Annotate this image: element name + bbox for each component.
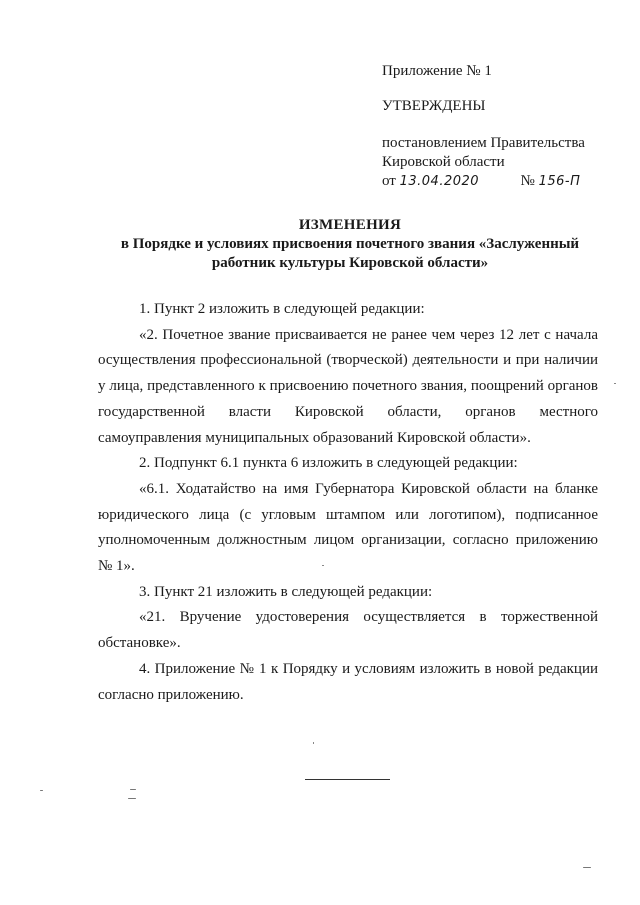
scan-speck bbox=[583, 867, 591, 868]
approval-block bbox=[382, 62, 622, 191]
document-body bbox=[98, 297, 598, 708]
paragraph-3: 2. Подпункт 6.1 пункта 6 изложить в следующей редакции: bbox=[139, 455, 518, 472]
end-separator-line bbox=[305, 779, 390, 780]
appendix-label: Приложение № 1 bbox=[382, 63, 492, 79]
approved-by-line-1: постановлением Правительства bbox=[382, 135, 585, 151]
handwritten-date: 13.04.2020 bbox=[399, 174, 480, 189]
scan-speck bbox=[130, 789, 136, 790]
document-title: ИЗМЕНЕНИЯ bbox=[298, 217, 402, 233]
date-number-line bbox=[382, 172, 622, 191]
scan-speck bbox=[40, 790, 43, 791]
scan-speck bbox=[614, 383, 616, 384]
paragraph-7: 4. Приложение № 1 к Порядку и условиям изложить в новой редакции согласно приложению. bbox=[98, 660, 598, 703]
document-subtitle-line-1: в Порядке и условиях присвоения почетного звания «Заслуженный bbox=[120, 236, 580, 252]
approved-by-line-2: Кировской области bbox=[382, 154, 505, 170]
paragraph-1: 1. Пункт 2 изложить в следующей редакции: bbox=[139, 301, 425, 317]
document-subtitle-line-2: работник культуры Кировской области» bbox=[211, 255, 489, 271]
paragraph-6: «21. Вручение удостоверения осуществляется в торжественной обстановке». bbox=[98, 609, 598, 652]
paragraph-5: 3. Пункт 21 изложить в следующей редакции: bbox=[139, 583, 433, 600]
approved-label: УТВЕРЖДЕНЫ bbox=[382, 98, 486, 114]
number-prefix: № bbox=[520, 173, 535, 189]
paragraph-4: «6.1. Ходатайство на имя Губернатора Кировской области на бланке юридического лица (с угловым штампом или логотипом), подписанное уполномоченным должностным лицом организации, согласно приложению № 1». bbox=[98, 480, 598, 575]
scan-speck bbox=[128, 798, 136, 799]
scan-speck bbox=[313, 742, 314, 744]
date-prefix: от bbox=[382, 173, 396, 189]
handwritten-number: 156-П bbox=[538, 174, 581, 189]
document-heading bbox=[60, 216, 640, 273]
paragraph-2: «2. Почетное звание присваивается не ранее чем через 12 лет с начала осуществления профессиональной (творческой) деятельности и при наличии у лица, представленного к присвоению почетного звания, поощрений органов государственной власти Кировской области, органов местного самоуправления муниципальных образований Кировской области». bbox=[98, 326, 598, 446]
scan-speck bbox=[322, 565, 324, 566]
